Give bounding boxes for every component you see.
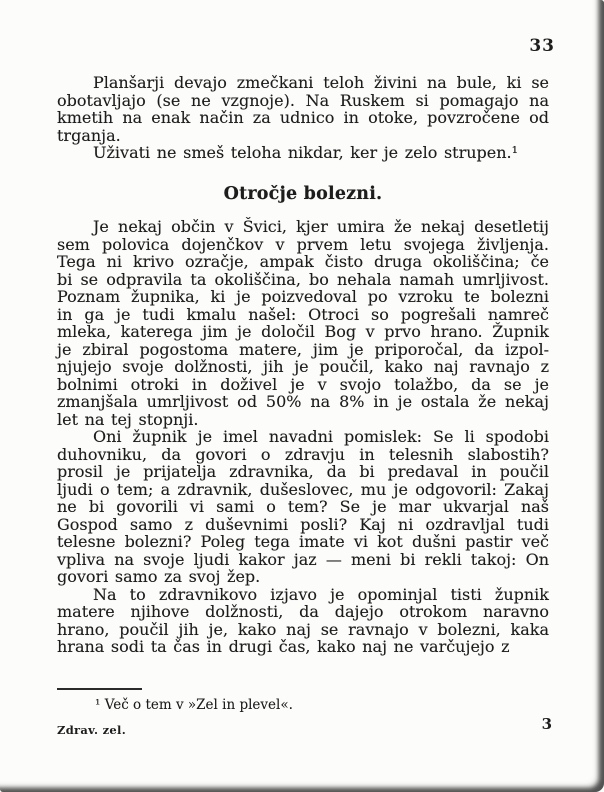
text-line: vpliva na svoje ljudi kakor jaz — meni bi rekli takoj: On — [57, 549, 549, 569]
text-block — [57, 74, 549, 656]
text-line: govori samo za svoj žep. — [57, 567, 261, 586]
text-line: prosil je prijatelja zdravnika, da bi predaval in poučil — [57, 462, 549, 481]
text-line: Tega ni krivo ozračje, ampak čisto druga okoliščina; če — [57, 252, 549, 271]
text-line: bi se odpravila ta okoliščina, bo nehala namah umrljivost. — [57, 269, 549, 289]
section-heading: Otročje bolezni. — [223, 183, 383, 204]
footnote: ¹ Več o tem v »Zel in plevel«. — [95, 697, 293, 713]
text-line: obotavljajo (se ne vzgnoje). Na Ruskem si pomagajo na — [57, 90, 549, 110]
text-line: bolnimi otroki in doživel je v svojo tolažbo, da se je — [57, 374, 549, 394]
paragraph — [57, 218, 549, 428]
text-line: hrana sodi ta čas in drugi čas, kako naj ne varčujejo z — [57, 637, 510, 656]
sheet-number: 3 — [541, 715, 552, 733]
text-line: ljudi o tem; a zdravnik, dušeslovec, mu je odgovoril: Zakaj — [57, 479, 549, 499]
text-line: Na to zdravnikovo izjavo je opominjal tisti župnik — [93, 584, 549, 604]
paragraph — [57, 144, 549, 162]
paragraph — [57, 74, 549, 144]
text-line: Je nekaj občin v Švici, kjer umira že nekaj desetletij — [93, 217, 549, 236]
text-line: hrano, poučil jih je, kako naj se ravnajo v bolezni, kaka — [57, 619, 549, 639]
text-line: in ga je tudi kmalu našel: Otroci so pogrešali namreč — [57, 304, 549, 324]
text-line: mleka, katerega jim je določil Bog v prvo hrano. Župnik — [57, 322, 549, 341]
text-line: telesne bolezni? Poleg tega imate vi kot dušni pastir več — [57, 532, 549, 551]
text-line: zmanjšala umrljivost od 50% na 8% in je ostala že nekaj — [57, 392, 549, 411]
text-line: sem polovica dojenčkov v prvem letu svojega življenja. — [57, 234, 549, 254]
text-line: Gospod samo z duševnimi posli? Kaj ni ozdravljal tudi — [57, 514, 549, 534]
text-line: Planšarji devajo zmečkani teloh živini na bule, ki se — [93, 73, 549, 92]
text-line: Uživati ne smeš teloha nikdar, ker je zelo strupen.¹ — [93, 143, 519, 162]
text-line: je zbiral pogostoma matere, jim je priporočal, da izpol- — [57, 339, 549, 359]
text-line: ne bi govorili vi sami o tem? Se je mar ukvarjal naš — [57, 497, 549, 516]
paragraph — [57, 428, 549, 586]
text-line: kmetih na enak način za udnico in otoke, povzročene od — [57, 108, 549, 127]
text-line: matere njihove dolžnosti, da dajejo otrokom naravno — [57, 602, 549, 621]
text-line: njujejo svoje dolžnosti, jih je poučil, kako naj ravnajo z — [57, 357, 549, 376]
text-line: Poznam župnika, ki je poizvedoval po vzroku te bolezni — [57, 287, 549, 306]
text-line: duhovniku, da govori o zdravju in telesnih slabostih? — [57, 444, 549, 464]
book-signature: Zdrav. zel. — [57, 723, 126, 737]
text-line: Oni župnik je imel navadni pomislek: Se li spodobi — [93, 427, 549, 446]
footnote-rule — [57, 688, 142, 690]
page-number: 33 — [529, 36, 555, 56]
text-line: let na tej stopnji. — [57, 409, 199, 429]
text-line: trganja. — [57, 125, 121, 145]
paragraph — [57, 586, 549, 656]
